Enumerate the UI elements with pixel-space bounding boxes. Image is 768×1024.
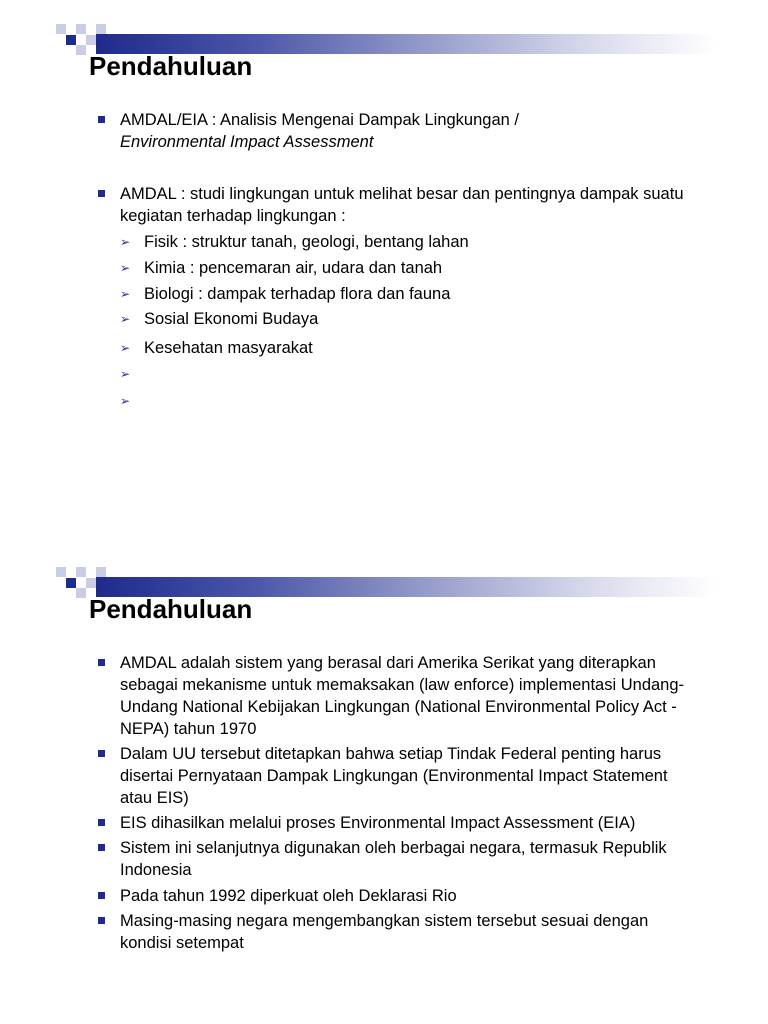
- bullet-item: [96, 812, 696, 834]
- sub-bullet-item: [120, 308, 696, 330]
- bullet-item: [96, 652, 696, 740]
- sub-bullet-text: Fisik : struktur tanah, geologi, bentang lahan: [144, 233, 469, 251]
- slide-title: Pendahuluan: [89, 51, 253, 81]
- bullet-text: AMDAL adalah sistem yang berasal dari Amerika Serikat yang diterapkan sebagai mekanisme untuk memaksakan (law enforce) implementasi Undang-Undang National Kebijakan Lingkungan (National Environmental Policy Act - NEPA) tahun 1970: [120, 654, 685, 738]
- arrow-bullet-icon: ➢: [120, 394, 131, 408]
- navy-square-bullet-icon: [98, 892, 105, 899]
- header-square-decoration: [86, 35, 96, 45]
- bullet-item: [96, 183, 696, 412]
- navy-square-bullet-icon: [98, 917, 105, 924]
- header-square-decoration: [56, 24, 66, 34]
- navy-square-bullet-icon: [98, 750, 105, 757]
- bullet-item: [96, 109, 696, 153]
- slide-2: [0, 543, 768, 1024]
- navy-square-bullet-icon: [98, 819, 105, 826]
- sub-bullet-item: [120, 283, 696, 305]
- bullet-text: Dalam UU tersebut ditetapkan bahwa setiap Tindak Federal penting harus disertai Pernyataan Dampak Lingkungan (Environmental Impact Statement atau EIS): [120, 745, 668, 807]
- bullet-item: [96, 910, 696, 954]
- header-square-decoration: [96, 567, 106, 577]
- bullet-text: AMDAL : studi lingkungan untuk melihat besar dan pentingnya dampak suatu kegiatan terhadap lingkungan :: [120, 185, 684, 225]
- navy-square-bullet-icon: [98, 116, 105, 123]
- sub-bullet-item: [120, 257, 696, 279]
- sub-bullet-text: Sosial Ekonomi Budaya: [144, 310, 319, 328]
- header-square-decoration: [76, 45, 86, 55]
- bullet-item: [96, 743, 696, 809]
- arrow-bullet-icon: ➢: [120, 312, 131, 326]
- arrow-bullet-icon: ➢: [120, 341, 131, 355]
- navy-square-bullet-icon: [98, 659, 105, 666]
- sub-bullet-item: [120, 337, 696, 359]
- header-square-decoration: [76, 567, 86, 577]
- navy-square-bullet-icon: [98, 844, 105, 851]
- arrow-bullet-icon: ➢: [120, 367, 131, 381]
- header-square-decoration: [86, 578, 96, 588]
- bullet-text: Pada tahun 1992 diperkuat oleh Deklarasi Rio: [120, 887, 457, 905]
- sub-bullet-item: [120, 390, 696, 412]
- bullet-list: [96, 652, 696, 954]
- bullet-italic-text: Environmental Impact Assessment: [120, 133, 374, 151]
- bullet-text: Sistem ini selanjutnya digunakan oleh berbagai negara, termasuk Republik Indonesia: [120, 839, 667, 879]
- sub-bullet-item: [120, 363, 696, 385]
- header-square-decoration: [56, 567, 66, 577]
- bullet-text: EIS dihasilkan melalui proses Environmental Impact Assessment (EIA): [120, 814, 636, 832]
- header-square-decoration: [66, 578, 76, 588]
- header-square-decoration: [76, 24, 86, 34]
- sub-bullet-text: Biologi : dampak terhadap flora dan fauna: [144, 285, 451, 303]
- sub-bullet-list: [120, 231, 696, 412]
- bullet-item: [96, 885, 696, 907]
- navy-square-bullet-icon: [98, 190, 105, 197]
- arrow-bullet-icon: ➢: [120, 235, 131, 249]
- header-square-decoration: [76, 588, 86, 598]
- arrow-bullet-icon: ➢: [120, 261, 131, 275]
- bullet-text: Masing-masing negara mengembangkan sistem tersebut sesuai dengan kondisi setempat: [120, 912, 649, 952]
- sub-bullet-item: [120, 231, 696, 253]
- header-square-decoration: [66, 35, 76, 45]
- sub-bullet-text: Kesehatan masyarakat: [144, 339, 313, 357]
- slide-title: Pendahuluan: [89, 594, 253, 624]
- arrow-bullet-icon: ➢: [120, 287, 131, 301]
- header-square-decoration: [96, 24, 106, 34]
- sub-bullet-text: Kimia : pencemaran air, udara dan tanah: [144, 259, 443, 277]
- bullet-list: [96, 109, 696, 412]
- bullet-text: AMDAL/EIA : Analisis Mengenai Dampak Lingkungan /: [120, 111, 519, 129]
- bullet-item: [96, 837, 696, 881]
